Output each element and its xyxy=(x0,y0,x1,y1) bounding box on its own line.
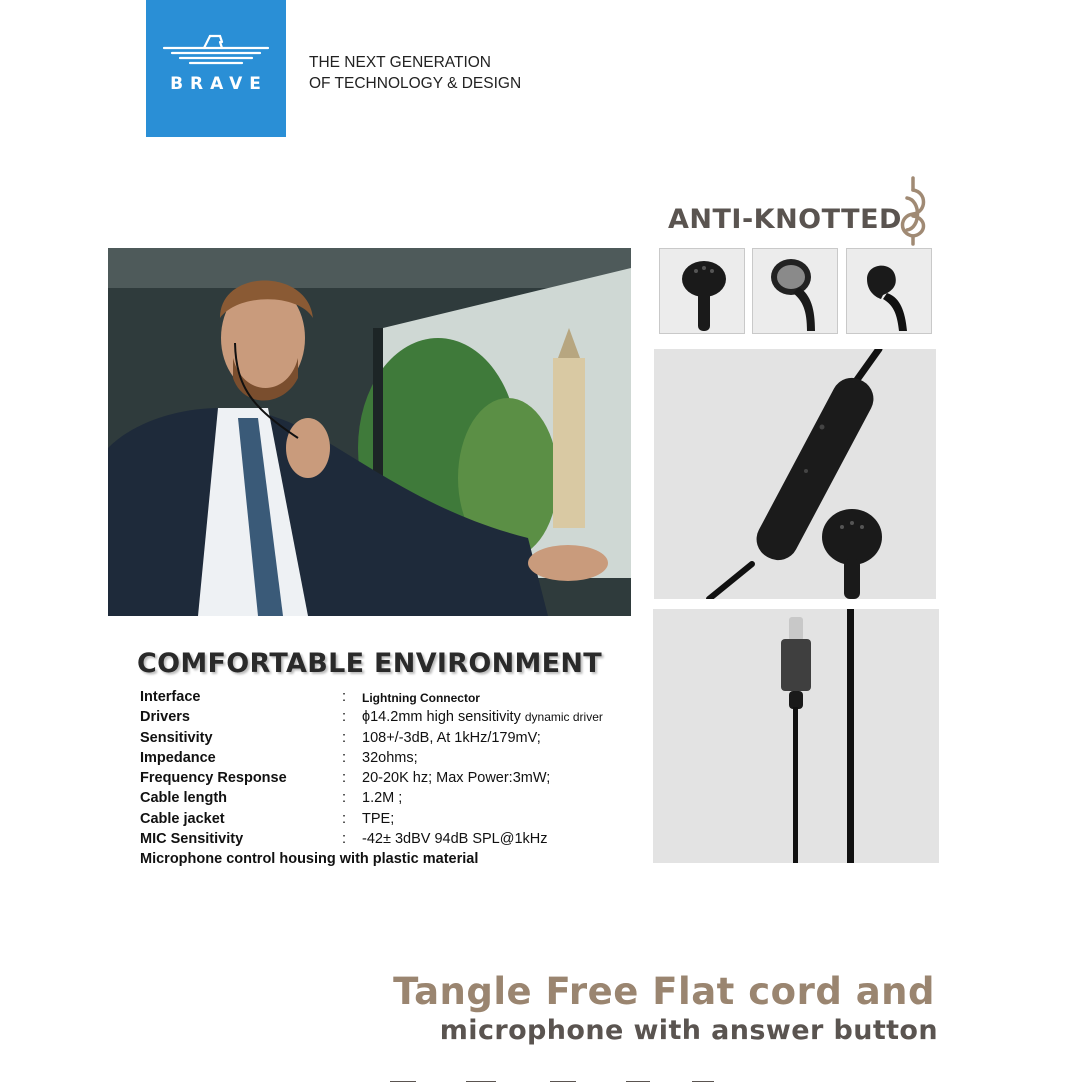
spec-row-cable-jacket xyxy=(140,811,478,831)
spec-value xyxy=(362,709,603,725)
footer-line2: microphone with answer button xyxy=(439,1015,938,1046)
spec-value: TPE; xyxy=(362,810,395,827)
spec-separator: : xyxy=(342,689,347,705)
lightning-connector-image xyxy=(653,609,939,863)
spec-separator: : xyxy=(342,709,347,726)
spec-value: Lightning Connector xyxy=(362,691,480,705)
spec-row-mic-sensitivity xyxy=(140,831,548,851)
spec-row-impedance xyxy=(140,750,478,770)
man-in-car-illustration xyxy=(108,248,631,616)
spec-row-drivers xyxy=(140,709,603,729)
tagline-line1: THE NEXT GENERATION xyxy=(309,54,492,71)
spec-separator: : xyxy=(342,810,347,827)
spec-label: Sensitivity xyxy=(140,729,213,746)
spec-separator: : xyxy=(342,790,347,807)
spec-value-main: ϕ14.2mm high sensitivity xyxy=(362,709,521,726)
spec-separator: : xyxy=(342,770,347,787)
spec-value-small: dynamic driver xyxy=(524,710,603,725)
spec-separator: : xyxy=(342,831,347,848)
knot-icon xyxy=(893,176,933,246)
hero-image xyxy=(108,248,631,616)
inline-remote-image xyxy=(654,349,936,599)
earbud-side-icon xyxy=(847,249,931,333)
spec-label: Cable jacket xyxy=(140,810,225,827)
cropped-footer-text xyxy=(380,1070,720,1082)
spec-row-cable-length xyxy=(140,790,478,810)
tagline-line2: OF TECHNOLOGY & DESIGN xyxy=(309,75,522,92)
spec-row-interface xyxy=(140,689,478,709)
brand-name: BRAVE xyxy=(170,74,268,94)
brand-logo xyxy=(146,0,286,137)
section-heading: COMFORTABLE ENVIRONMENT xyxy=(137,648,603,679)
spec-value: 1.2M ; xyxy=(362,790,403,807)
spec-value: 32ohms; xyxy=(362,749,418,766)
spec-label: Frequency Response xyxy=(140,770,287,787)
footer-line1: Tangle Free Flat cord and xyxy=(393,970,935,1013)
eagle-logo-icon xyxy=(160,30,272,70)
thumbnail-earbud-front xyxy=(659,248,745,334)
spec-note: Microphone control housing with plastic material xyxy=(140,851,479,868)
thumbnail-earbud-mesh xyxy=(752,248,838,334)
spec-label: Impedance xyxy=(140,749,216,766)
tagline xyxy=(309,52,521,94)
spec-value: 20-20K hz; Max Power:3mW; xyxy=(362,770,551,787)
inline-remote-illustration xyxy=(654,349,936,599)
spec-value: -42± 3dBV 94dB SPL@1kHz xyxy=(362,831,548,848)
spec-row-sensitivity xyxy=(140,729,541,750)
earbud-front-icon xyxy=(660,249,744,333)
cropped-text-fragment xyxy=(380,1073,720,1082)
thumbnail-earbud-side xyxy=(846,248,932,334)
spec-label: MIC Sensitivity xyxy=(140,831,244,848)
anti-knotted-label: ANTI-KNOTTED xyxy=(668,204,902,235)
lightning-connector-illustration xyxy=(653,609,939,863)
spec-row-frequency xyxy=(140,770,551,790)
spec-value: 108+/-3dB, At 1kHz/179mV; xyxy=(362,729,541,746)
spec-label: Cable length xyxy=(140,790,228,807)
spec-separator: : xyxy=(342,749,347,766)
earbud-mesh-icon xyxy=(753,249,837,333)
spec-list xyxy=(140,689,603,872)
spec-label: Interface xyxy=(140,689,201,705)
spec-separator: : xyxy=(342,729,347,746)
spec-label: Drivers xyxy=(140,709,190,726)
